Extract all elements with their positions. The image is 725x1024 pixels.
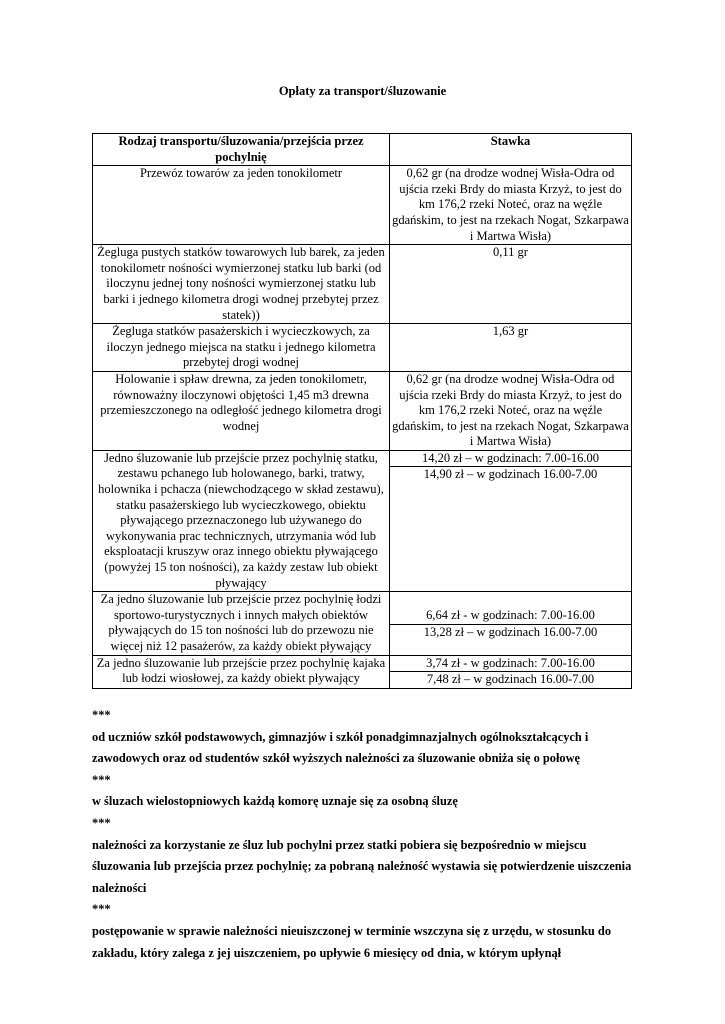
rate-value: 0,11 gr (493, 245, 528, 260)
rate-night: 14,90 zł – w godzinach 16.00-7.00 (423, 467, 598, 482)
row-description: Za jedno śluzowanie lub przejście przez pochylnię łodzi sportowo-turystycznych i innych małych obiektów pływających do 15 ton nośności lub do przewozu nie więcej niż 12 pasażerów, za każdy obiekt pływający (93, 592, 390, 655)
header-rate: Stawka (390, 134, 632, 166)
row-description: Jedno śluzowanie lub przejście przez pochylnię statku, zestawu pchanego lub holowanego, barki, tratwy, holownika i pchacza (niewchodzącego w skład zestawu), statku pasażerskiego lub wycieczkowego, obiektu pływającego przeznaczonego lub używanego do wykonywania prac technicznych, utrzymania wód lub eksploatacji kruszyw oraz innego obiektu pływającego (powyżej 15 ton nośności), za każdy zestaw lub obiekt pływający (93, 450, 390, 591)
note-separator: *** (92, 772, 111, 787)
row-rate (390, 655, 632, 688)
header-type: Rodzaj transportu/śluzowania/przejścia przez pochylnię (93, 134, 390, 166)
table-row (93, 324, 632, 372)
fees-table (92, 133, 632, 689)
rate-day (390, 608, 631, 625)
rate-value: 0,62 gr (na drodze wodnej Wisła-Odra od ujścia rzeki Brdy do miasta Krzyż, to jest do km 176,2 rzeki Noteć, oraz na węźle gdańskim, to jest na rzekach Nogat, Szkarpawa i Martwa Wisła) (392, 371, 629, 449)
rate-day: 3,74 zł - w godzinach: 7.00-16.00 (390, 656, 631, 673)
note-unpaid-proceedings: postępowanie w sprawie należności nieuiszczonej w terminie wszczyna się z urzędu, w stosunku do zakładu, który zalega z jej uiszczeniem, po upływie 6 miesięcy od dnia, w którym upłynął (92, 923, 612, 960)
table-row (93, 655, 632, 688)
note-student-discount: od uczniów szkół podstawowych, gimnazjów i szkół ponadgimnazjalnych ogólnokształcących i zawodowych oraz od studentów szkół wyższych należności za śluzowanie obniża się o połowę (92, 729, 589, 766)
page-title: Opłaty za transport/śluzowanie (278, 84, 447, 98)
row-rate (390, 371, 632, 450)
note-multistage-locks: w śluzach wielostopniowych każdą komorę uznaje się za osobną śluzę (92, 794, 458, 809)
row-description: Żegluga pustych statków towarowych lub barek, za jeden tonokilometr nośności wymierzonej statku lub barki (od iloczynu jednej tony nośności wymierzonej statku lub barki i jednego kilometra drogi wodnej przebytej przez statek)) (93, 245, 390, 324)
row-description: Żegluga statków pasażerskich i wycieczkowych, za iloczyn jednego miejsca na statku i jednego kilometra przebytej drogi wodnej (93, 324, 390, 372)
rate-night: 13,28 zł – w godzinach 16.00-7.00 (423, 624, 598, 639)
note-separator: *** (92, 815, 111, 830)
rate-value: 1,63 gr (492, 324, 529, 339)
table-row (93, 450, 632, 591)
notes-section (92, 705, 637, 964)
row-rate (390, 450, 632, 591)
row-description: Holowanie i spław drewna, za jeden tonokilometr, równoważny iloczynowi objętości 1,45 m3 drewna przemieszczonego na odległość jednego kilometra drogi wodnej (93, 371, 390, 450)
table-row (93, 245, 632, 324)
row-rate (390, 592, 632, 655)
row-rate (390, 324, 632, 372)
rate-day: 14,20 zł – w godzinach: 7.00-16.00 (390, 451, 631, 468)
rate-night: 7,48 zł – w godzinach 16.00-7.00 (426, 672, 595, 687)
note-separator: *** (92, 708, 111, 722)
table-row (93, 371, 632, 450)
note-separator: *** (92, 902, 111, 917)
table-row (93, 592, 632, 655)
row-description: Za jedno śluzowanie lub przejście przez pochylnię kajaka lub łodzi wiosłowej, za każdy obiekt pływający (93, 655, 390, 688)
row-rate (390, 245, 632, 324)
row-rate (390, 166, 632, 245)
row-description: Przewóz towarów za jeden tonokilometr (93, 166, 390, 245)
rate-value: 0,62 gr (na drodze wodnej Wisła-Odra od ujścia rzeki Brdy do miasta Krzyż, to jest do km 176,2 rzeki Noteć, oraz na węźle gdańskim, to jest na rzekach Nogat, Szkarpawa i Martwa Wisła) (392, 166, 629, 243)
table-row (93, 166, 632, 245)
rate-day-text: 6,64 zł - w godzinach: 7.00-16.00 (426, 608, 595, 623)
note-payment-collection: należności za korzystanie ze śluz lub pochylni przez statki pobiera się bezpośrednio w miejscu śluzowania lub przejścia przez pochylnię; za pobraną należność wystawia się potwierdzenie uiszczenia należności (92, 837, 632, 895)
table-header-row (93, 134, 632, 166)
